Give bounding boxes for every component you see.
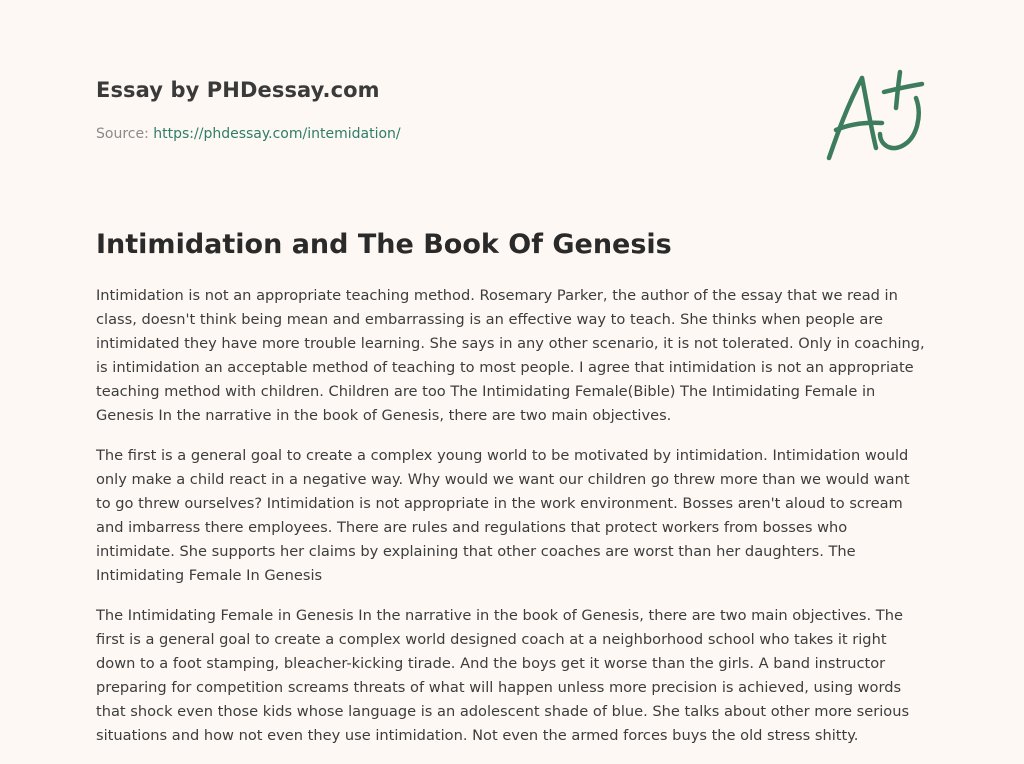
essay-header — [96, 76, 401, 144]
essay-paragraph: Intimidation is not an appropriate teaching method. Rosemary Parker, the author of the essay that we read in class, doesn't think being mean and embarrassing is an effective way to teach. She thinks when people are intimidated they have more trouble learning. She says in any other scenario, it is not tolerated. Only in coaching, is intimidation an acceptable method of teaching to most people. I agree that intimidation is not an appropriate teaching method with children. Children are too The Intimidating Female(Bible) The Intimidating Female in Genesis In the narrative in the book of Genesis, there are two main objectives. — [96, 287, 925, 424]
essay-title: Intimidation and The Book Of Genesis — [96, 229, 672, 260]
site-brand: Essay by PHDessay.com — [96, 78, 380, 102]
essay-body — [96, 284, 928, 764]
source-link[interactable]: https://phdessay.com/intemidation/ — [153, 126, 401, 142]
essay-paragraph: The Intimidating Female in Genesis In the narrative in the book of Genesis, there are two main objectives. The first is a general goal to create a complex world designed coach at a neighborhood school who takes it right down to a foot stamping, bleacher-kicking tirade. And the boys get it worse than the girls. A band instructor preparing for competition screams threats of what will happen unless more precision is achieved, using words that shock even those kids whose language is an adolescent shade of blue. She talks about other more serious situations and how not even they use intimidation. Not even the armed forces buys the old stress shitty. — [96, 607, 910, 744]
essay-paragraph: The first is a general goal to create a complex young world to be motivated by intimidation. Intimidation would only make a child react in a negative way. Why would we want our children go threw more than we would want to go threw ourselves? Intimidation is not appropriate in the work environment. Bosses aren't aloud to scream and imbarress there employees. There are rules and regulations that protect workers from bosses who intimidate. She supports her claims by explaining that other coaches are worst than her daughters. The Intimidating Female In Genesis — [96, 447, 910, 584]
source-label: Source: — [96, 126, 149, 142]
source-line — [96, 124, 401, 144]
a-plus-grade-icon — [822, 68, 932, 168]
